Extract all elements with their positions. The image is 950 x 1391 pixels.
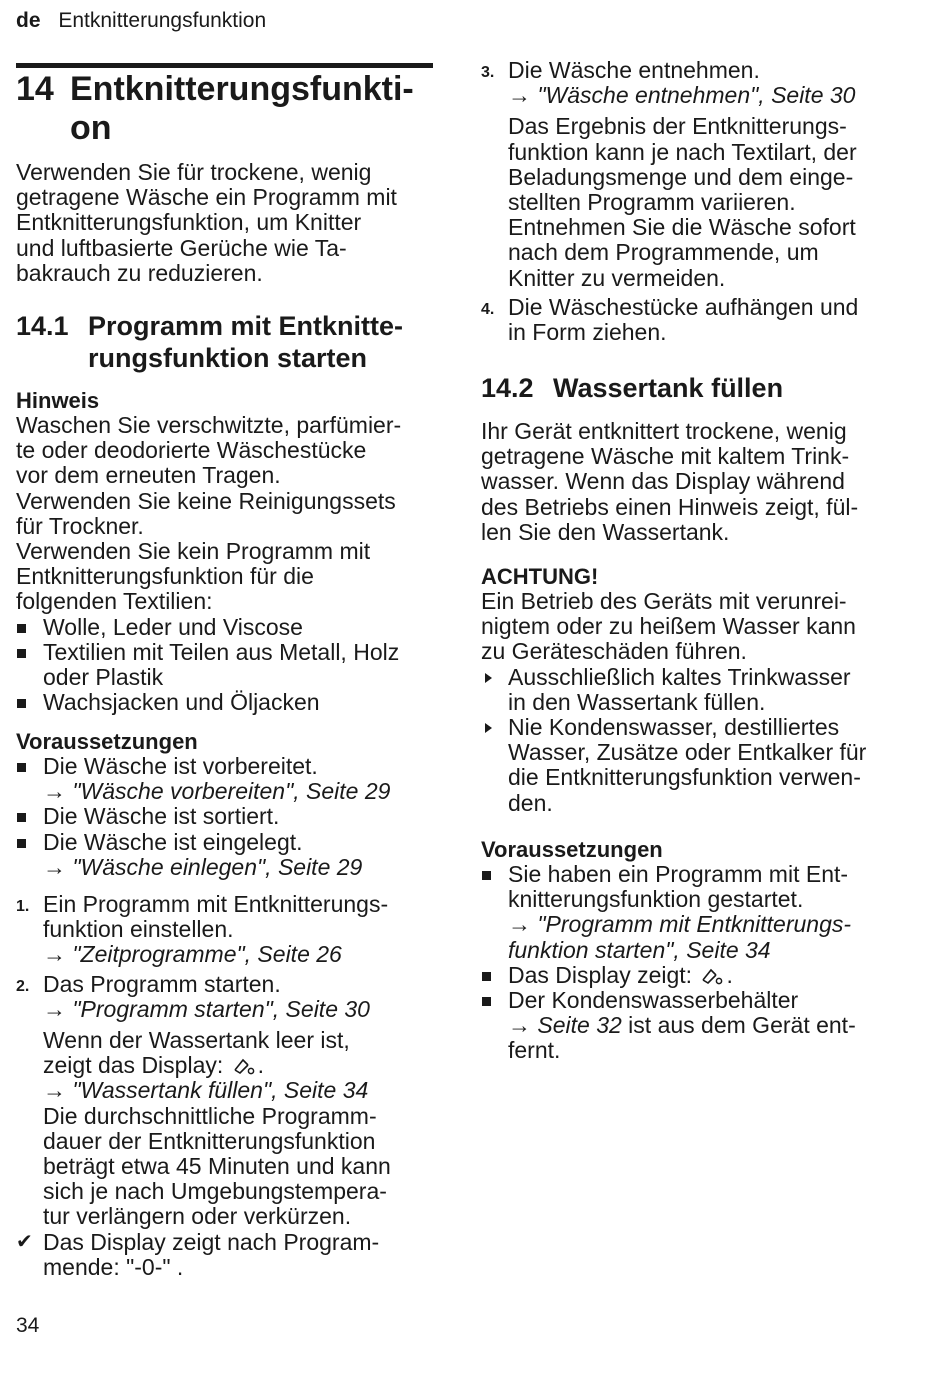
text-line: die Entknitterungsfunktion verwen- (508, 764, 861, 791)
result-item (16, 1230, 434, 1280)
list-item (16, 830, 434, 880)
text-line: Die durchschnittliche Programm- (43, 1102, 377, 1129)
section-title-14-2 (481, 372, 901, 406)
section-title-line: Wassertank füllen (553, 373, 784, 403)
page-reference-link[interactable]: → "Wäsche vorbereiten", Seite 29 (43, 778, 391, 805)
steps-block (16, 892, 434, 1280)
list-item (481, 862, 901, 963)
text-line: Das Display zeigt nach Program- (43, 1228, 380, 1255)
text-fragment: ist aus dem Gerät ent- (621, 1012, 856, 1039)
achtung-block (481, 564, 901, 816)
list-item (16, 690, 434, 715)
text-line: beträgt etwa 45 Minuten und kann (43, 1153, 391, 1180)
page-reference-link[interactable]: → "Wassertank füllen", Seite 34 (43, 1077, 369, 1104)
text-line: Knitter zu vermeiden. (508, 264, 726, 291)
text-line: Waschen Sie verschwitzte, parfümier- (16, 412, 402, 438)
chapter-title-line: Entknitterungsfunkti- (70, 70, 414, 108)
bullet-icon (17, 624, 26, 633)
text-line: Die Wäsche ist sortiert. (43, 803, 280, 830)
text-fragment: . (257, 1052, 265, 1079)
step-number: 3. (481, 64, 495, 81)
chapter-title-line: on (70, 109, 112, 147)
list-item (16, 640, 434, 690)
text-line: Der Kondenswasserbehälter (508, 987, 799, 1014)
text-line: nigtem oder zu heißem Wasser kann (481, 613, 856, 640)
section-number: 14.2 (481, 373, 534, 403)
text-line: len Sie den Wassertank. (481, 518, 730, 545)
text-line: bakrauch zu reduzieren. (16, 259, 263, 286)
bullet-icon (482, 997, 491, 1006)
text-line: Wasser, Zusätze oder Entkalker für (508, 739, 867, 766)
text-line: getragene Wäsche ein Programm mit (16, 184, 397, 211)
text-line: vor dem erneuten Tragen. (16, 462, 281, 489)
page-reference-link[interactable]: → "Programm starten", Seite 30 (43, 995, 370, 1022)
text-line: oder Plastik (43, 664, 164, 691)
step-3 (481, 58, 901, 291)
text-line: Das Programm starten. (43, 970, 281, 997)
text-line: getragene Wäsche mit kaltem Trink- (481, 443, 850, 470)
page-reference-link[interactable]: funktion starten", Seite 34 (508, 936, 771, 963)
language-tag: de (16, 9, 41, 32)
page-reference-link[interactable]: → Seite 32 (508, 1012, 622, 1039)
sec142-intro (481, 419, 901, 545)
text-line: dauer der Entknitterungsfunktion (43, 1127, 376, 1154)
step-number: 2. (16, 977, 30, 995)
text-line (43, 1053, 434, 1078)
bullet-icon (17, 699, 26, 708)
check-icon: ✔ (16, 1230, 33, 1253)
bullet-icon (17, 649, 26, 658)
text-line (508, 963, 901, 988)
page-reference-link[interactable]: → "Zeitprogramme", Seite 26 (43, 941, 342, 968)
text-line: für Trockner. (16, 512, 144, 539)
text-line: mende: "-0-" . (43, 1253, 184, 1280)
text-fragment: Das Display zeigt: (508, 961, 693, 988)
list-item (16, 615, 434, 640)
section-number: 14.1 (16, 311, 69, 341)
text-line: und luftbasierte Gerüche wie Ta- (16, 234, 347, 261)
intro-paragraph (16, 160, 434, 286)
text-line: Die Wäsche entnehmen. (508, 57, 760, 83)
text-line: nach dem Programmende, um (508, 239, 819, 266)
voraussetzungen-block (16, 729, 434, 880)
arrow-icon (485, 673, 492, 683)
chapter-number: 14 (16, 70, 54, 108)
text-line: sich je nach Umgebungstempera- (43, 1178, 387, 1205)
text-line: Sie haben ein Programm mit Ent- (508, 861, 849, 887)
text-line: Beladungsmenge und dem einge- (508, 163, 854, 190)
text-line: tur verlängern oder verkürzen. (43, 1203, 352, 1230)
hinweis-block (16, 388, 434, 715)
text-line: Entknitterungsfunktion, um Knitter (16, 209, 362, 236)
text-line: fernt. (508, 1037, 561, 1064)
text-line: te oder deodorierte Wäschestücke (16, 437, 367, 464)
text-line: in den Wassertank füllen. (508, 688, 766, 715)
text-line: wasser. Wenn das Display während (481, 468, 845, 495)
text-line: des Betriebs einen Hinweis zeigt, fül- (481, 493, 859, 520)
text-line: Die Wäsche ist eingelegt. (43, 828, 303, 855)
section-title-14-1 (16, 310, 434, 374)
chapter-rule (16, 63, 433, 68)
text-line: Entknitterungsfunktion für die (16, 563, 314, 590)
text-line: Die Wäschestücke aufhängen und (508, 293, 859, 320)
text-line: Ausschließlich kaltes Trinkwasser (508, 663, 851, 690)
text-line (508, 1013, 901, 1038)
page-reference-link[interactable]: → "Wäsche entnehmen", Seite 30 (508, 82, 856, 109)
text-line: folgenden Textilien: (16, 588, 213, 615)
text-line: funktion kann je nach Textilart, der (508, 138, 857, 165)
action-item (481, 715, 901, 816)
text-line: Das Ergebnis der Entknitterungs- (508, 113, 847, 140)
step-number: 4. (481, 300, 495, 318)
text-line: in Form ziehen. (508, 319, 667, 346)
action-item (481, 665, 901, 715)
bullet-icon (17, 839, 26, 848)
voraussetzungen-label: Voraussetzungen (481, 837, 663, 862)
text-line: knitterungsfunktion gestartet. (508, 886, 804, 913)
page-reference-link[interactable]: → "Wäsche einlegen", Seite 29 (43, 853, 363, 880)
text-line: Ihr Gerät entknittert trockene, wenig (481, 418, 847, 444)
arrow-icon (485, 723, 492, 733)
text-line: zu Geräteschäden führen. (481, 638, 747, 665)
text-line: Wachsjacken und Öljacken (43, 689, 320, 716)
list-item (481, 963, 901, 988)
text-line: Ein Programm mit Entknitterungs- (43, 891, 389, 917)
page-number: 34 (16, 1314, 40, 1337)
steps-block-continued (481, 58, 901, 345)
bullet-icon (17, 813, 26, 822)
header-title: Entknitterungsfunktion (58, 9, 267, 32)
text-line: Nie Kondenswasser, destilliertes (508, 714, 840, 741)
text-line: Die Wäsche ist vorbereitet. (43, 753, 318, 779)
text-fragment: zeigt das Display: (43, 1052, 224, 1079)
voraussetzungen-block-2 (481, 837, 901, 1064)
text-fragment: . (726, 961, 733, 988)
text-line: Wenn der Wassertank leer ist, (43, 1027, 350, 1054)
list-item (481, 988, 901, 1064)
text-line: Ein Betrieb des Geräts mit verunrei- (481, 588, 847, 614)
bullet-icon (17, 763, 26, 772)
step-4 (481, 295, 901, 345)
warning-label: ACHTUNG! (481, 564, 599, 589)
water-tank-icon (700, 966, 724, 986)
text-line: Entnehmen Sie die Wäsche sofort (508, 214, 856, 241)
list-item (16, 754, 434, 804)
text-line: Wolle, Leder und Viscose (43, 613, 303, 640)
section-title-line: rungsfunktion starten (88, 343, 368, 373)
step-1 (16, 892, 434, 968)
voraussetzungen-label: Voraussetzungen (16, 729, 198, 754)
text-line: stellten Programm variieren. (508, 189, 796, 216)
list-item (16, 804, 434, 829)
step-2 (16, 972, 434, 1230)
page-header (16, 9, 266, 33)
water-tank-icon (232, 1056, 256, 1076)
text-line: funktion einstellen. (43, 916, 234, 943)
step-number: 1. (16, 898, 30, 915)
bullet-icon (482, 871, 491, 880)
text-line: den. (508, 789, 553, 816)
text-line: Verwenden Sie für trockene, wenig (16, 159, 372, 185)
bullet-icon (482, 972, 491, 981)
hinweis-label: Hinweis (16, 388, 100, 413)
text-line: Textilien mit Teilen aus Metall, Holz (43, 638, 400, 665)
page-reference-link[interactable]: → "Programm mit Entknitterungs- (508, 911, 852, 938)
text-line: Verwenden Sie kein Programm mit (16, 538, 371, 565)
section-title-line: Programm mit Entknitte- (88, 311, 404, 341)
text-line: Verwenden Sie keine Reinigungssets (16, 487, 396, 514)
